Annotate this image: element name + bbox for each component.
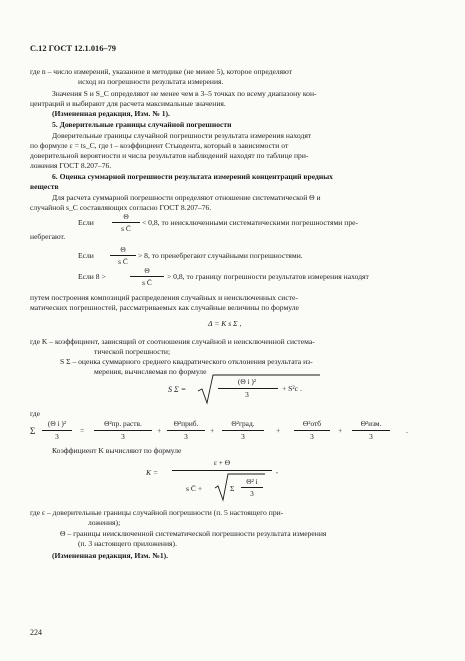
- section6-heading-cont: веществ: [30, 182, 59, 191]
- page-number: 224: [30, 628, 42, 637]
- sum-term5-bar: [352, 430, 390, 431]
- sum-lhs-numerator: (Θ i )²: [47, 419, 67, 428]
- section5-heading: 5. Доверительные границы случайной погрешности: [52, 120, 232, 129]
- para-values-line2: центраций и выбирают для расчета максимальные значения.: [30, 99, 226, 108]
- sum-plus: +: [157, 426, 162, 435]
- k-calc-label: Коэффициент K вычисляют по формуле: [52, 446, 182, 455]
- cond3-text: > 0,8, то границу погрешности результатов измерения находят: [167, 272, 369, 281]
- formula-s-lhs: S Σ =: [168, 385, 187, 394]
- def-theta-line1: Θ – границы неисключенной систематической погрешности результата измерения: [60, 529, 327, 538]
- sum-term1-bar: [94, 430, 152, 431]
- cond2-denominator: s C̄: [118, 257, 128, 266]
- edit-note-2: (Измененная редакция, Изм. №1).: [52, 551, 169, 560]
- sum-term4-bar: [294, 430, 330, 431]
- sum-term3-denominator: 3: [241, 432, 245, 441]
- def-k-line2: тической погрешности;: [94, 347, 171, 356]
- cond3-prefix: Если 8 >: [78, 272, 106, 281]
- cond2-text: > 8, то пренебрегают случайными погрешностями.: [138, 251, 303, 260]
- section5-line: Доверительные границы случайной погрешности результата измерения находят: [52, 131, 312, 140]
- sum-term2-bar: [167, 430, 205, 431]
- sum-term5-numerator: Θ²изм.: [360, 419, 382, 428]
- formula-k-inner-bar: [241, 487, 263, 488]
- formula-k-inner-numerator: Θ² i: [246, 477, 258, 486]
- formula-s-denominator: 3: [245, 390, 249, 399]
- def-s-line1: S Σ – оценка суммарного среднего квадратического отклонения результата из-: [60, 357, 313, 366]
- sum-term3-bar: [222, 430, 264, 431]
- section5-line: доверительной вероятности и числа результатов наблюдений находят по таблице при-: [30, 151, 309, 160]
- section6-line: Для расчета суммарной погрешности определяют отношение систематической Θ и: [52, 193, 321, 202]
- running-header: С.12 ГОСТ 12.1.016–79: [30, 44, 116, 53]
- section5-line: по формуле ε = ts_C, где t – коэффициент Стьюдента, который в зависимости от: [30, 141, 289, 150]
- def-k-line1: где K – коэффициент, зависящий от соотношения случайной и неисключенной система-: [30, 337, 315, 346]
- formula-k-den-a: s C̄ +: [186, 484, 203, 493]
- sum-plus: +: [210, 426, 215, 435]
- formula-k-inner-denominator: 3: [250, 489, 254, 498]
- sum-plus: +: [276, 426, 281, 435]
- sum-equals: =: [80, 426, 85, 435]
- where-label: где: [30, 409, 40, 418]
- cond1-fraction-bar: [112, 222, 140, 223]
- sum-lhs-sigma: Σ: [30, 426, 36, 436]
- sum-lhs-bar: [42, 430, 72, 431]
- sum-term4-denominator: 3: [310, 432, 314, 441]
- sum-term4-numerator: Θ²отб: [302, 419, 322, 428]
- def-theta-line2: (п. 3 настоящего приложения).: [78, 539, 177, 548]
- formula-s-tail: + S²c .: [282, 384, 302, 393]
- cond1-prefix: Если: [78, 218, 94, 227]
- cond2-prefix: Если: [78, 251, 94, 260]
- sum-term5-denominator: 3: [369, 432, 373, 441]
- def-s-line2: мерения, вычисляемая по формуле: [94, 367, 207, 376]
- formula-k-lhs: K =: [146, 468, 159, 477]
- cond2-fraction-bar: [110, 255, 136, 256]
- sum-term2-numerator: Θ²приб.: [173, 419, 199, 428]
- cond1-text: < 0,8, то неисключенными систематическими погрешностями пре-: [142, 218, 359, 227]
- sum-plus: +: [338, 426, 343, 435]
- section6-line: случайной s_C составляющих согласно ГОСТ 8.207–76.: [30, 203, 212, 212]
- sum-dot: .: [406, 426, 408, 435]
- section6-heading: 6. Оценка суммарной погрешности результата измерений концентраций вредных: [52, 172, 333, 181]
- formula-delta: Δ = K s Σ ,: [208, 319, 242, 328]
- sum-lhs-denominator: 3: [55, 432, 59, 441]
- edit-note-1: (Измененная редакция, Изм. № 1).: [52, 109, 170, 118]
- cond2-numerator: Θ: [120, 245, 126, 254]
- formula-s-numerator: (Θ i )²: [237, 377, 257, 386]
- def-e-line1: где ε – доверительные границы случайной погрешности (п. 5 настоящего при-: [30, 508, 284, 517]
- para-n-line1: где n – число измерений, указанное в методике (не менее 5), которое определяют: [30, 67, 293, 76]
- para-n-line2: исход из погрешности результата измерения.: [78, 77, 224, 86]
- sum-term1-numerator: Θ²пр. раств.: [104, 419, 142, 428]
- formula-s-fraction-bar: [218, 388, 278, 389]
- cond1-numerator: Θ: [123, 212, 129, 221]
- def-e-line2: ложения);: [88, 518, 121, 527]
- cond3-numerator: Θ: [144, 266, 150, 275]
- cond3-denominator: s C̄: [142, 278, 152, 287]
- cond3-line2: путем построения композиций распределения случайных и неисключенных систе-: [30, 293, 298, 302]
- formula-k-fraction-bar: [172, 470, 272, 471]
- para-values-line1: Значения S и S_C определяют не менее чем в 3–5 точках по всему диапазону кон-: [52, 89, 317, 98]
- formula-k-numerator: ε + Θ: [213, 458, 231, 467]
- cond3-fraction-bar: [130, 276, 164, 277]
- cond1-text2: небрегают.: [30, 232, 66, 241]
- sum-term1-denominator: 3: [121, 432, 125, 441]
- sum-term2-denominator: 3: [184, 432, 188, 441]
- section5-line: ложения ГОСТ 8.207–76.: [30, 161, 112, 170]
- cond1-denominator: s C̄: [121, 224, 131, 233]
- sum-term3-numerator: Θ²град.: [231, 419, 255, 428]
- formula-k-comma: ,: [276, 466, 278, 475]
- cond3-line3: матических погрешностей, рассматриваемых как случайные величины по формуле: [30, 303, 299, 312]
- formula-k-den-sigma: Σ: [230, 484, 235, 493]
